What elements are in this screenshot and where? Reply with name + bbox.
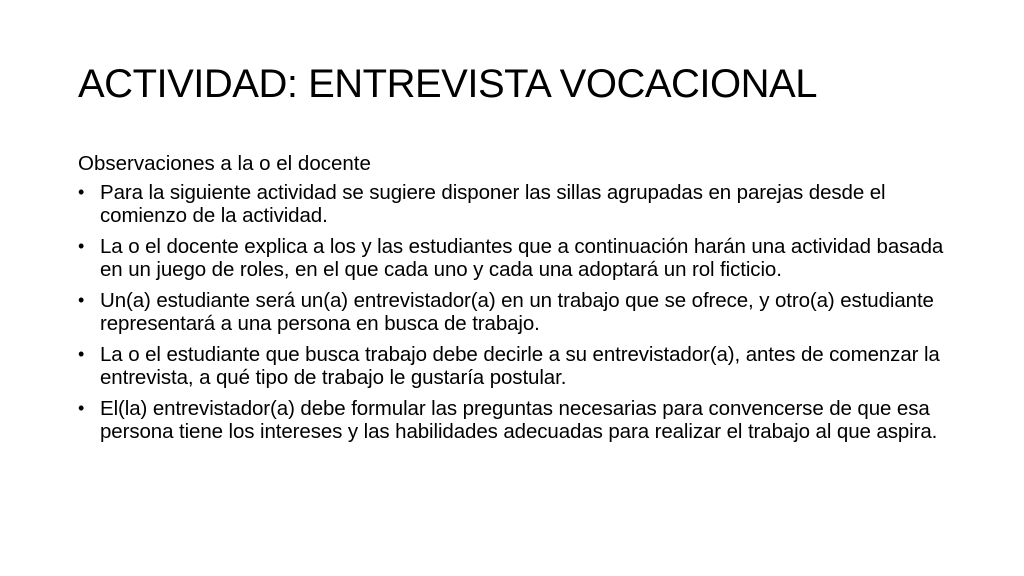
- bullet-item: [78, 343, 958, 389]
- bullet-text: Un(a) estudiante será un(a) entrevistador(a) en un trabajo que se ofrece, y otro(a) estudiante representará a una persona en busca de trabajo.: [100, 289, 934, 335]
- bullet-list: [78, 181, 958, 443]
- bullet-dot-icon: •: [78, 182, 85, 202]
- slide-body: [78, 150, 958, 451]
- slide-title: ACTIVIDAD: ENTREVISTA VOCACIONAL: [78, 62, 817, 106]
- bullet-dot-icon: •: [78, 398, 85, 418]
- bullet-item: [78, 181, 958, 227]
- bullet-text: La o el estudiante que busca trabajo debe decirle a su entrevistador(a), antes de comenzar la entrevista, a qué tipo de trabajo le gustaría postular.: [100, 343, 940, 389]
- bullet-item: [78, 235, 958, 281]
- slide-subtitle: Observaciones a la o el docente: [78, 152, 371, 175]
- bullet-dot-icon: •: [78, 236, 85, 256]
- bullet-item: [78, 289, 958, 335]
- bullet-text: La o el docente explica a los y las estudiantes que a continuación harán una actividad basada en un juego de roles, en el que cada uno y cada una adoptará un rol ficticio.: [100, 235, 944, 281]
- bullet-dot-icon: •: [78, 290, 85, 310]
- bullet-text: Para la siguiente actividad se sugiere disponer las sillas agrupadas en parejas desde el comienzo de la actividad.: [100, 181, 886, 227]
- bullet-text: El(la) entrevistador(a) debe formular las preguntas necesarias para convencerse de que esa persona tiene los intereses y las habilidades adecuadas para realizar el trabajo al que aspira.: [100, 397, 938, 443]
- bullet-item: [78, 397, 958, 443]
- bullet-dot-icon: •: [78, 344, 85, 364]
